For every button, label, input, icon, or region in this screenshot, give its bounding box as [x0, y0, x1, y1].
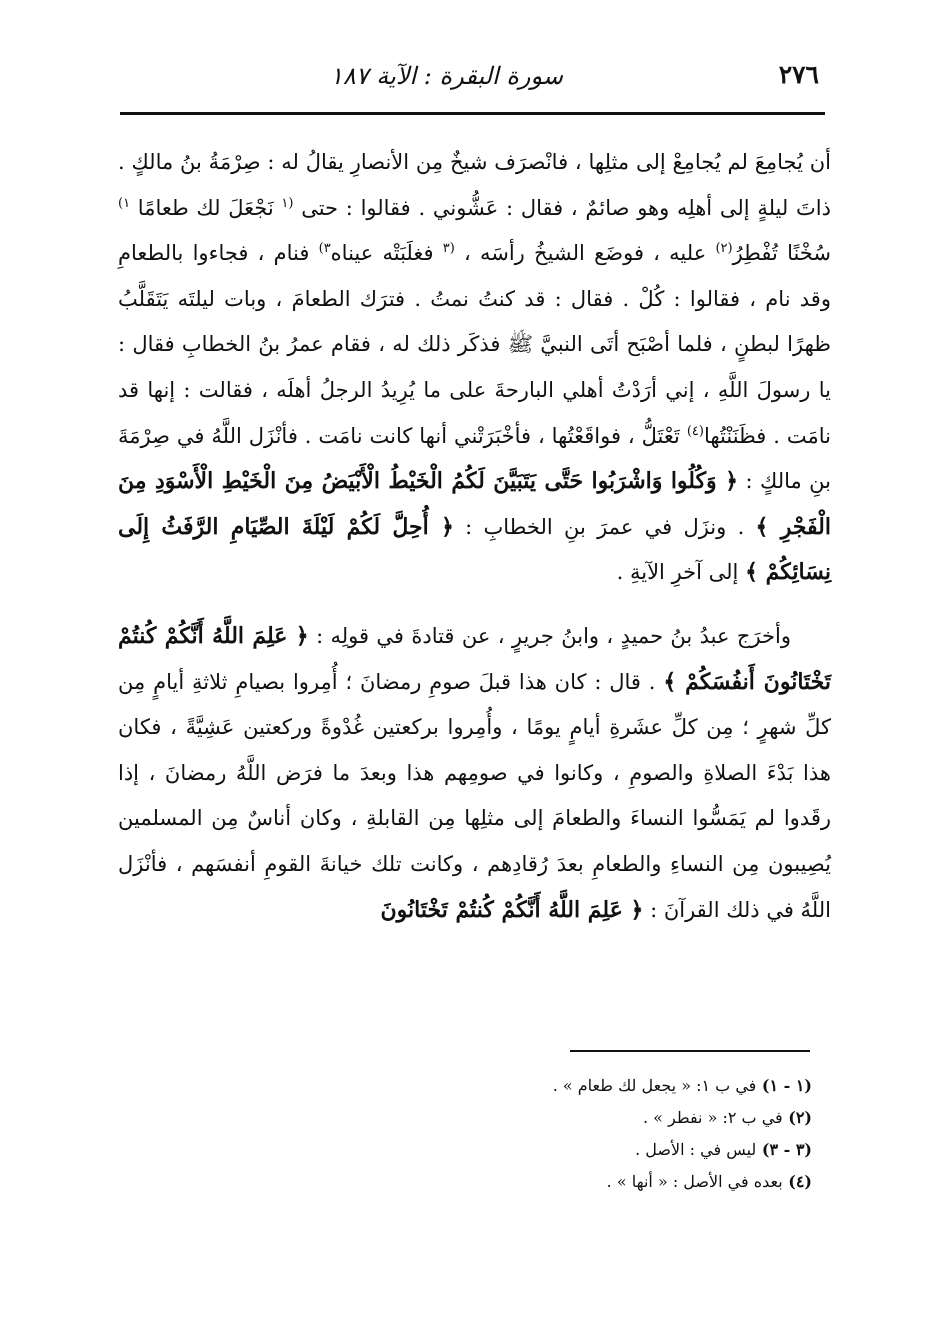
footnote-ref-4: (٤)	[686, 423, 704, 439]
page-number: ٢٧٦	[778, 60, 819, 89]
footnote-ref-2: (٢)	[715, 241, 733, 257]
footnote-label: (٤)	[788, 1172, 812, 1191]
header-divider	[120, 112, 825, 115]
footnote-label: (٣ - ٣)	[761, 1140, 812, 1159]
quran-quote: ﴿ عَلِمَ اللَّهُ أَنَّكُمْ كُنتُمْ تَخْتَانُونَ أَنفُسَكُمْ ﴾	[118, 622, 831, 695]
text-segment: عليه ، فوضَع الشيخُ رأسَه ،	[464, 241, 707, 266]
quran-quote: ﴿ وَكُلُوا وَاشْرَبُوا حَتَّى يَتَبَيَّنَ لَكُمُ الْخَيْطُ الْأَبْيَضُ مِنَ الْخَيْطِ الْأَسْوَدِ مِنَ الْفَجْرِ ﴾	[118, 468, 831, 540]
footnote-text: بعده في الأصل : « أنها » .	[606, 1172, 783, 1191]
footnote-ref-1-start: (١	[281, 195, 294, 211]
footnote-ref-1-end: ١)	[118, 195, 131, 211]
text-segment: أن يُجامِعَ لم يُجامِعْ إلى مثلِها ، فانْصرَف شيخٌ مِن الأنصارِ يقالُ له : صِرْمَةُ بنُ مالكٍ . ذاتَ ليلةٍ إلى أهلِه وهو صائمٌ ، فقال : عَشُّوني . فقالوا : حتى	[118, 150, 831, 220]
footnote-ref-3-start: (٣	[442, 241, 455, 257]
footnote-label: (٢)	[788, 1108, 812, 1127]
text-segment: إلى آخرِ الآيةِ .	[616, 560, 739, 585]
page-header	[120, 54, 825, 116]
text-segment: . ونزَل في عمرَ بنِ الخطابِ :	[465, 514, 745, 539]
main-text	[118, 140, 831, 933]
text-segment: وأخرَج عبدُ بنُ حميدٍ ، وابنُ جريرٍ ، عن قتادةَ في قولِه :	[316, 623, 791, 648]
footnote-item	[120, 1134, 812, 1166]
text-segment: تَعْتَلُّ ، فواقَعْتُها ، فأخْبَرَتْني أنها كانت نامَت . فأنْزَل اللَّهُ في صِرْمَةَ بنِ مالكٍ :	[118, 423, 832, 494]
footnote-text: في ب ٢: « نفطر » .	[642, 1108, 783, 1127]
footnote-item	[120, 1070, 812, 1102]
footnote-item	[120, 1102, 812, 1134]
footnote-text: ليس في : الأصل .	[635, 1140, 757, 1159]
footnote-divider	[570, 1050, 810, 1052]
footnote-item	[120, 1166, 812, 1198]
paragraph-2	[118, 614, 831, 933]
text-segment: فنام ، فجاءوا بالطعامِ وقد نام ، فقالوا : كُلْ . فقال : قد كنتُ نمتُ . فترَك الطعامَ ، وبات ليلتَه يَتَقَلَّبُ ظهرًا لبطنٍ ، فلما أصْبَح أتَى النبيَّ ﷺ فذكَر ذلك له ، فقام عمرُ بنُ الخطابِ فقال : يا رسولَ اللَّهِ ، إني أرَدْتُ أهلي البارحةَ على ما يُرِيدُ الرجلُ أهلَه ، فقالت : إنها قد نامَت . فظَنَنْتُها	[118, 241, 831, 448]
footnote-text: في ب ١: « يجعل لك طعام » .	[552, 1076, 757, 1095]
running-title: سورة البقرة : الآية ١٨٧	[329, 62, 563, 90]
text-segment: . قال : كان هذا قبلَ صومِ رمضانَ ؛ أُمِروا بصيامِ ثلاثةِ أيامٍ مِن كلِّ شهرٍ ؛ مِن كلِّ عشَرةِ أيامٍ يومًا ، وأُمِروا بركعتين غُدْوةً وركعتين عَشِيَّةً ، فكان هذا بَدْءَ الصلاةِ والصومِ ، وكانوا في صومِهم هذا وبعدَ ما فرَض اللَّهُ رمضانَ ، إذا رقَدوا لم يَمَسُّوا النساءَ والطعامَ إلى مثلِها مِن القابلةِ ، وكان أناسٌ مِن المسلمين يُصِيبون مِن النساءِ والطعامِ بعدَ رُقادِهم ، وكانت تلك خيانةَ القومِ أنفسَهم ، فأنْزَل اللَّهُ في ذلك القرآنَ :	[118, 669, 831, 922]
text-segment: فغلَبَتْه عيناه	[330, 241, 434, 266]
footnote-label: (١ - ١)	[761, 1076, 812, 1095]
quran-quote: ﴿ أُحِلَّ لَكُمْ لَيْلَةَ الصِّيَامِ الرَّفَثُ إِلَى نِسَائِكُمْ ﴾	[118, 513, 831, 586]
footnote-ref-3-end: ٣)	[318, 241, 331, 257]
paragraph-1	[118, 140, 831, 596]
text-segment: نَجْعَلَ لك طعامًا	[137, 195, 274, 220]
text-segment: سُخْنًا تُفْطِرُ	[732, 241, 831, 266]
footnotes	[120, 1070, 812, 1198]
quran-quote: ﴿ عَلِمَ اللَّهُ أَنَّكُمْ كُنتُمْ تَخْتَانُونَ	[380, 896, 644, 923]
